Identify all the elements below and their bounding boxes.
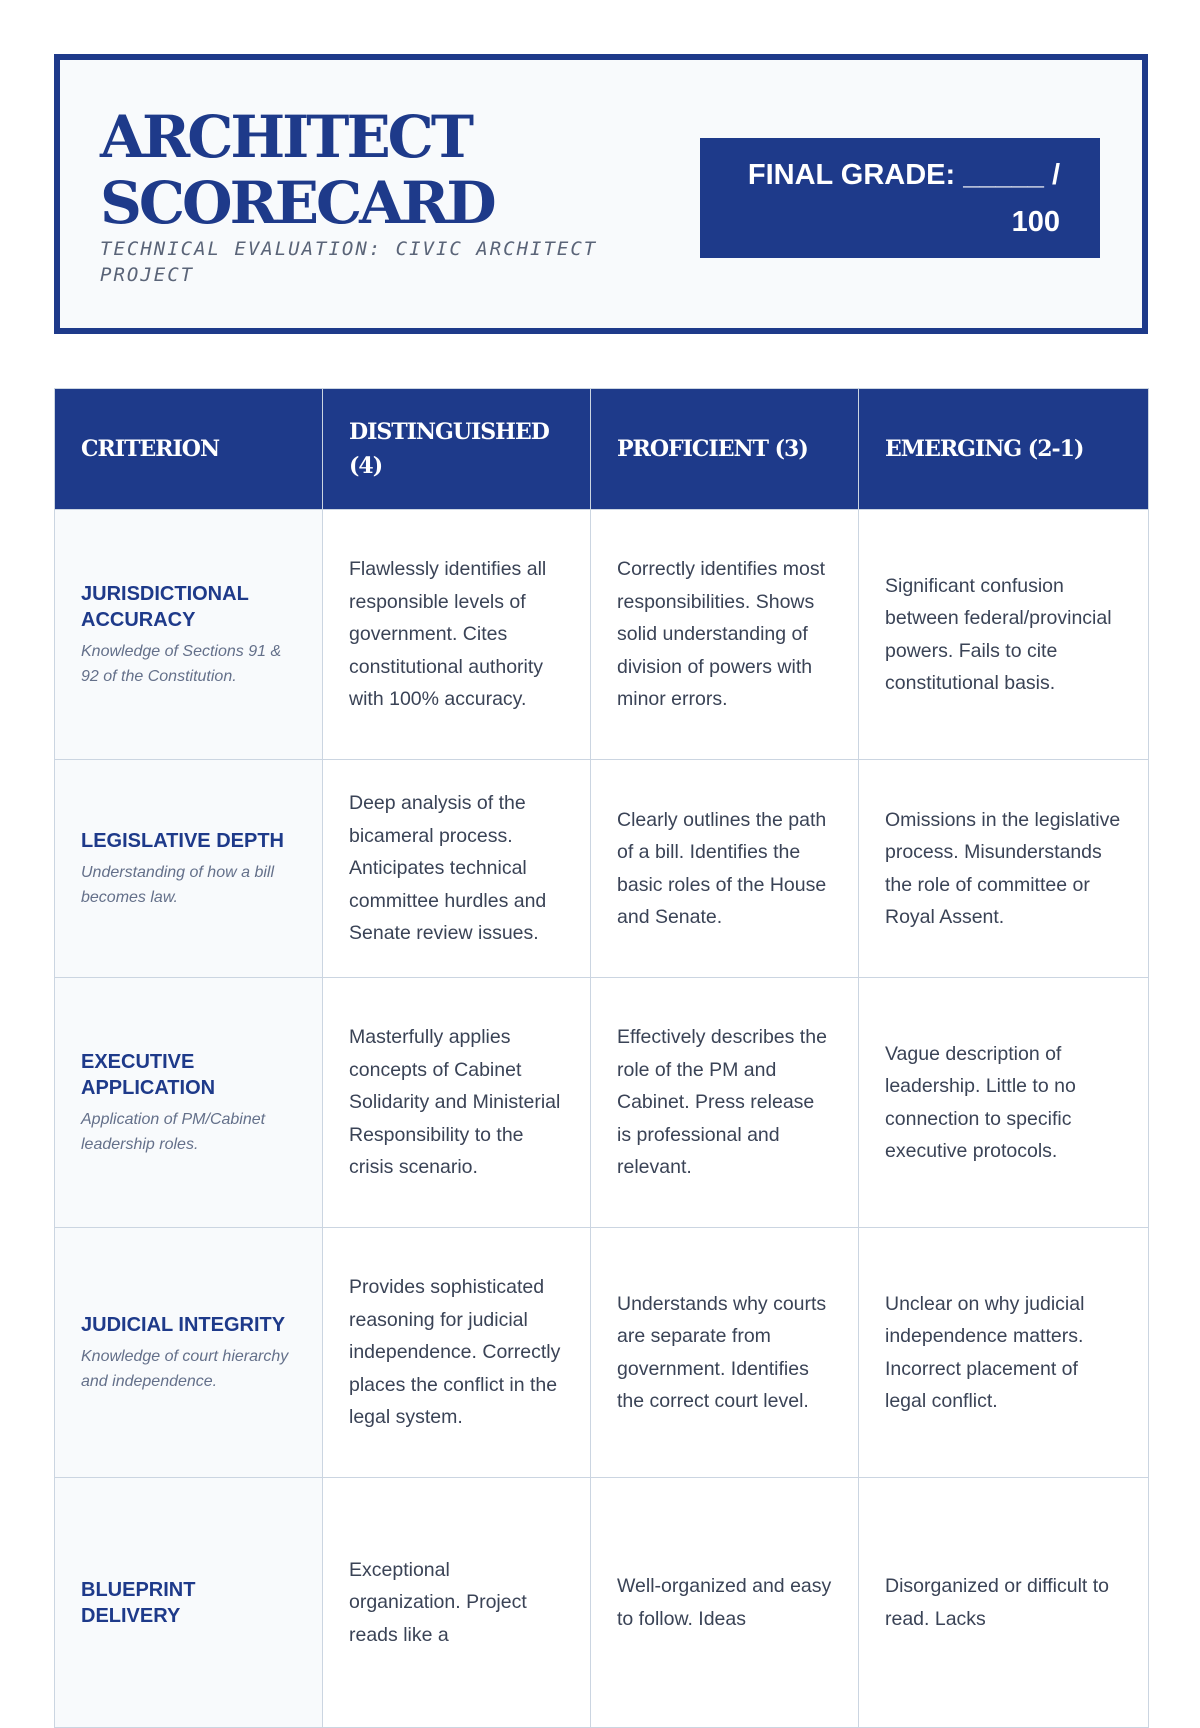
distinguished-cell: Flawlessly identifies all responsible levels of government. Cites constitutional authority with 100% accuracy. [323,510,591,760]
proficient-cell: Correctly identifies most responsibilities. Shows solid understanding of division of powers with minor errors. [591,510,859,760]
header-proficient: PROFICIENT (3) [591,389,859,510]
proficient-cell: Clearly outlines the path of a bill. Identifies the basic roles of the House and Senate. [591,760,859,978]
header-distinguished: DISTINGUISHED (4) [323,389,591,510]
criterion-cell [55,510,323,760]
table-row [55,760,1149,978]
table-row [55,978,1149,1228]
page-subtitle: TECHNICAL EVALUATION: CIVIC ARCHITECT PROJECT [100,238,598,286]
distinguished-cell: Provides sophisticated reasoning for judicial independence. Correctly places the conflict in the legal system. [323,1228,591,1478]
title-line-1: ARCHITECT [100,103,471,171]
criterion-cell [55,978,323,1228]
emerging-cell: Omissions in the legislative process. Misunderstands the role of committee or Royal Assent. [859,760,1149,978]
criterion-cell [55,760,323,978]
criterion-name: JURISDICTIONAL ACCURACY [81,582,249,631]
scorecard-header [54,54,1148,334]
proficient-cell: Well-organized and easy to follow. Ideas [591,1478,859,1728]
criterion-name: LEGISLATIVE DEPTH [81,829,284,852]
proficient-cell: Understands why courts are separate from government. Identifies the correct court level. [591,1228,859,1478]
final-grade-total: 100 [1011,206,1060,238]
table-row [55,1228,1149,1478]
criterion-name: BLUEPRINT DELIVERY [81,1578,196,1627]
criterion-cell [55,1228,323,1478]
proficient-cell: Effectively describes the role of the PM and Cabinet. Press release is professional and relevant. [591,978,859,1228]
title-line-2: SCORECARD [100,169,494,237]
table-row [55,510,1149,760]
distinguished-cell: Exceptional organization. Project reads like a [323,1478,591,1728]
emerging-cell: Unclear on why judicial independence matters. Incorrect placement of legal conflict. [859,1228,1149,1478]
emerging-cell: Significant confusion between federal/provincial powers. Fails to cite constitutional basis. [859,510,1149,760]
emerging-cell: Vague description of leadership. Little to no connection to specific executive protocols. [859,978,1149,1228]
criterion-description: Knowledge of Sections 91 & 92 of the Constitution. [81,642,282,685]
final-grade-box [700,138,1100,258]
table-header-row [55,389,1149,510]
distinguished-cell: Masterfully applies concepts of Cabinet Solidarity and Ministerial Responsibility to the crisis scenario. [323,978,591,1228]
page-title [100,104,620,236]
distinguished-cell: Deep analysis of the bicameral process. Anticipates technical committee hurdles and Senate review issues. [323,760,591,978]
criterion-name: JUDICIAL INTEGRITY [81,1313,286,1336]
criterion-cell [55,1478,323,1728]
emerging-cell: Disorganized or difficult to read. Lacks [859,1478,1149,1728]
rubric-table [54,388,1149,1728]
table-row [55,1478,1149,1728]
header-criterion: CRITERION [55,389,323,510]
header-emerging: EMERGING (2-1) [859,389,1149,510]
criterion-description: Knowledge of court hierarchy and independence. [81,1347,289,1390]
final-grade-label: FINAL GRADE: _____ / [747,159,1060,191]
criterion-name: EXECUTIVE APPLICATION [81,1050,216,1099]
criterion-description: Application of PM/Cabinet leadership roles. [81,1110,266,1153]
criterion-description: Understanding of how a bill becomes law. [81,863,275,906]
